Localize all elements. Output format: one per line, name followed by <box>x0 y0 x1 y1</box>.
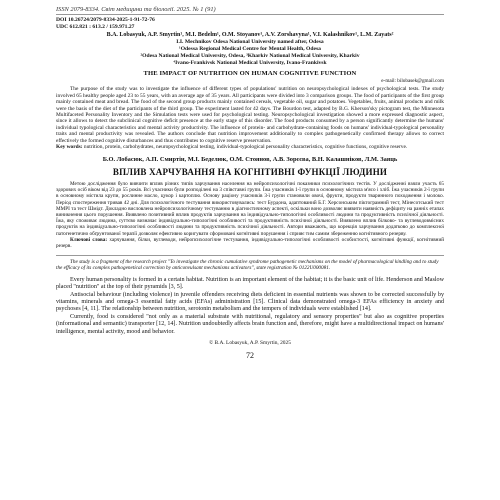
keywords-en-label: Key words: <box>56 144 83 151</box>
keywords-en <box>56 144 444 150</box>
doi: DOI 10.26724/2079-8334-2025-1-91-72-76 <box>56 17 155 23</box>
page-number: 72 <box>246 350 254 360</box>
paper-title-en: THE IMPACT OF NUTRITION ON HUMAN COGNITIVE FUNCTION <box>143 70 357 78</box>
udc-code: UDC 612.821 : 613.2 / 159.971.27 <box>56 24 135 30</box>
journal-header: ISSN 2079-8334. Світ медицини та біології. 2025. № 1 (91) <box>56 6 444 15</box>
affiliation-1: I.I. Mechnikov Odesa National University named after, Odesa <box>176 39 324 46</box>
copyright: © B.A. Lobasyuk, A.P. Smyrtin, 2025 <box>209 339 291 346</box>
authors-en: B.A. Lobasyuk, A.P. Smyrtin¹, M.I. Bedelm¹, O.M. Stoyanov¹, A.V. Zorshavyna¹, V.I. Kalashnikov¹, L.M. Zayats² <box>106 32 394 38</box>
paper-title-ua: ВПЛИВ ХАРЧУВАННЯ НА КОГНІТИВНІ ФУНКЦІЇ ЛЮДИНИ <box>112 167 388 178</box>
research-note: The study is a fragment of the research project "To investigate the chronic cumulative syndrome pathogenetic mechanisms on the model of pharmacological kindling and to study the efficacy of its complex pathogenetical correction by anticonvulsant mechanisms activators", state registration № 0122U000081. <box>56 255 444 271</box>
body-paragraph: Every human personality is formed in a certain habitat. Nutrition is an important element of the habitat; it is the basic unit of life. Henderson and Maslow placed "nutrition" at the top of their pyramids [3, 5]. <box>56 276 444 291</box>
affiliation-4: ⁴Ivano-Frankivsk National Medical University, Ivano-Frankivsk <box>173 59 327 66</box>
body-paragraph: Antisocial behaviour (including violence) in juvenile offenders receiving diets deficient in essential nutrients was shown to be corrected successfully by vitamins, minerals and omega-3 essential fatty acids (EFAs) administration [15]. Clinical data demonstrated omega-3 EFAs efficiency in anxiety and psychoses [4, 11]. The relationship between nutrition, serotonin metabolism and the tempers of individuals were established [14]. <box>56 291 444 313</box>
abstract-en: The purpose of the study was to investigate the influence of different types of populations' nutrition on neuropsychological indexes of psychological tests. The study involved 65 healthy people aged 23 to 55 years, with an average age of 35 years. All participants were divided into 3 comparison groups. The food of participants of the first group mainly contained meat and bread. The food of the second group products mainly contained cereals, vegetable oil, sugar and potatoes. Vegetables, fruits, animal products and milk were the basis of the diet of the participants of the third group. The experiment lasted for 42 days. The Bourdon test, adapted by B.G. Kherson'sky pictogram test, the Minnesota Multifaceted Personality Inventory and the Simulation tests were used for psychological testing. Neuropsychological investigation showed a more expressed diagnostic aspect, since it allows to detect the subclinical cognitive deficit presence at the early stage of this disorder. The food products consumed by a person significantly determine the humans' individual typological characteristics and mental activity productivity. The influence of protein- and carbohydrate-containing foods on humans' individual-typological personality traits and mental productivity was revealed. The authors conclude that nutrition improvement additionally to complex pathogenetically confirmed therapy allows to correct effectively the formed cognitive disturbances and thus contributes to cognitive reserve preservation. <box>56 86 444 144</box>
body-paragraph: Currently, food is considered "not only as a material substrate with nutritional, regulatory and sensory properties" but also as cognitive properties (informational and semantic) transporter [12, 14]. Nutrition undoubtedly affects brain function and, therefore, might have a multidirectional impact on humans' intelligence, mental activity, mood and behavior. <box>56 313 444 335</box>
keywords-ua-text: харчування, білки, вуглеводи, нейропсихологічне тестування, індивідуально-типологічні особливості особистості, когнітивні функції, когнітивний резерв. <box>56 236 445 250</box>
affiliation-3: ²Odesa National Medical University, Odesa, ³Kharkiv National Medical University, Kharkiv <box>140 52 360 59</box>
contact-email: e-mail: bilobasek@gmail.com <box>381 78 444 85</box>
authors-ua: Б.О. Лобасюк, А.П. Смиртін, М.І. Беделюк, О.М. Стоянов, А.В. Зорєєва, В.Н. Калашніков, Л.М. Заяць <box>102 156 398 164</box>
keywords-ua <box>56 237 444 249</box>
keywords-ua-label: Ключові слова: <box>70 236 108 243</box>
keywords-en-text: nutrition, protein, carbohydrates, neuropsychological testing, individual-typological personality characteristics, cognitive functions, cognitive reserve. <box>83 144 408 151</box>
affiliation-2: ¹Odessa Regional Medical Centre for Mental Health, Odesa <box>179 46 321 52</box>
abstract-ua: Метою дослідження було вивчити вплив різних типів харчування населення на нейропсихологічні показники психологічних тестів. У дослідженні взяли участь 65 здорових осіб віком від 23 до 55 років. Всі учасники були розподілені на 3 співставні групи. Їжа учасників 1-ї групи в основному містила м'ясо і хліб. Їжа учасників 2-ї групи в основному містила крупи, рослинне масло, цукор і картоплю. Основу раціону учасників 3-ї групи становили овочі, фрукти, продукти тваринного походження і молоко. Період спостереження тривав 42 дні. Для психологічного тестування використовувались: тест Бурдона, адаптований Б.Г. Херсонським піктограмний тест, Мінесотський тест ММРІ та тест Шмідт. Докладно висловлена нейропсихологічному тестуванню в діагностичному аспекті, оскільки воно дозволяє виявити наявність дефіциту на ранніх етапах виникнення цього порушення. Виявлено позитивний вплив продуктів харчування на індивідуально-типологічні особливості людини та продуктивність психічної діяльності. Їжа, яку споживає людина, суттєво визначає індивідуально-типологічні особливості та продуктивність психічної діяльності. Виявлено вплив білково- та вуглеводовмісних продуктів на індивідуально-типологічні особливості людини та продуктивність психічної діяльності. Автори вважають, що корекція харчування додатково до комплексної патогенетично обґрунтованої терапії дозволяє ефективно коригувати сформовані когнітивні порушення і сприяє тим самим збереженню когнітивного резерву. <box>56 181 444 237</box>
